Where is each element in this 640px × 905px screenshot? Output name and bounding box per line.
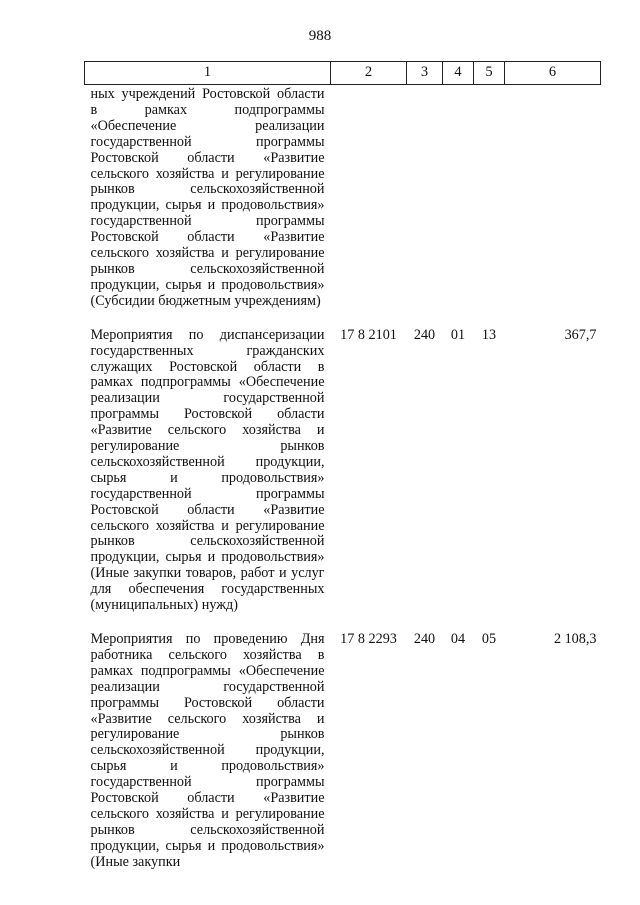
header-col-5: 5 [474, 62, 505, 85]
row-code-cell [331, 85, 407, 324]
row-pr-cell [474, 85, 505, 324]
table-row [85, 628, 601, 885]
row-pr-cell: 05 [481, 631, 497, 647]
row-vr-cell: 240 [413, 326, 436, 343]
row-code-cell: 17 8 2293 [340, 631, 397, 647]
row-sum-cell: 2 108,3 [553, 631, 597, 647]
header-row [85, 62, 601, 85]
row-name-cell: ных учреждений Ростовской области в рамках подпрограммы «Обеспечение реализации государственной программы Ростовской области «Развитие сельского хозяйства и регулирование рынков сельскохозяйственной продукции, сырья и продовольствия» государственной программы Ростовской области «Развитие сельского хозяйства и регулирование рынков сельскохозяйственной продукции, сырья и продовольствия» (Субсидии бюджетным учреждениям) [90, 86, 325, 309]
row-code-cell: 17 8 2101 [340, 326, 397, 343]
row-rz-cell: 01 [450, 326, 466, 343]
row-vr-cell [407, 85, 443, 324]
row-rz-cell: 04 [450, 631, 466, 647]
table-body [85, 85, 601, 885]
header-col-1: 1 [85, 62, 331, 85]
row-vr-cell: 240 [413, 631, 436, 647]
row-name-cell: Мероприятия по проведению Дня работника сельского хозяйства в рамках подпрограммы «Обеспечение реализации государственной программы Ростовской области «Развитие сельского хозяйства и регулирование рынков сельскохозяйственной продукции, сырья и продовольствия» государственной программы Ростовской области «Развитие сельского хозяйства и регулирование рынков сельскохозяйственной продукции, сырья и продовольствия» (Иные закупки [90, 631, 325, 870]
table-row [85, 324, 601, 628]
header-col-6: 6 [505, 62, 601, 85]
budget-table [84, 61, 601, 885]
row-sum-cell [505, 85, 601, 324]
header-col-4: 4 [443, 62, 474, 85]
header-col-3: 3 [407, 62, 443, 85]
table-header [85, 62, 601, 85]
page-number: 988 [308, 28, 332, 44]
row-name-cell: Мероприятия по диспансеризации государственных гражданских служащих Ростовской области в рамках подпрограммы «Обеспечение реализации государственной программы Ростовской области «Развитие сельского хозяйства и регулирование рынков сельскохозяйственной продукции, сырья и продовольствия» государственной программы Ростовской области «Развитие сельского хозяйства и регулирование рынков сельскохозяйственной продукции, сырья и продовольствия» (Иные закупки товаров, работ и услуг для обеспечения государственных (муниципальных) нужд) [90, 326, 325, 614]
table-row [85, 85, 601, 324]
row-sum-cell: 367,7 [564, 326, 597, 343]
row-rz-cell [443, 85, 474, 324]
row-pr-cell: 13 [481, 326, 497, 343]
header-col-2: 2 [331, 62, 407, 85]
